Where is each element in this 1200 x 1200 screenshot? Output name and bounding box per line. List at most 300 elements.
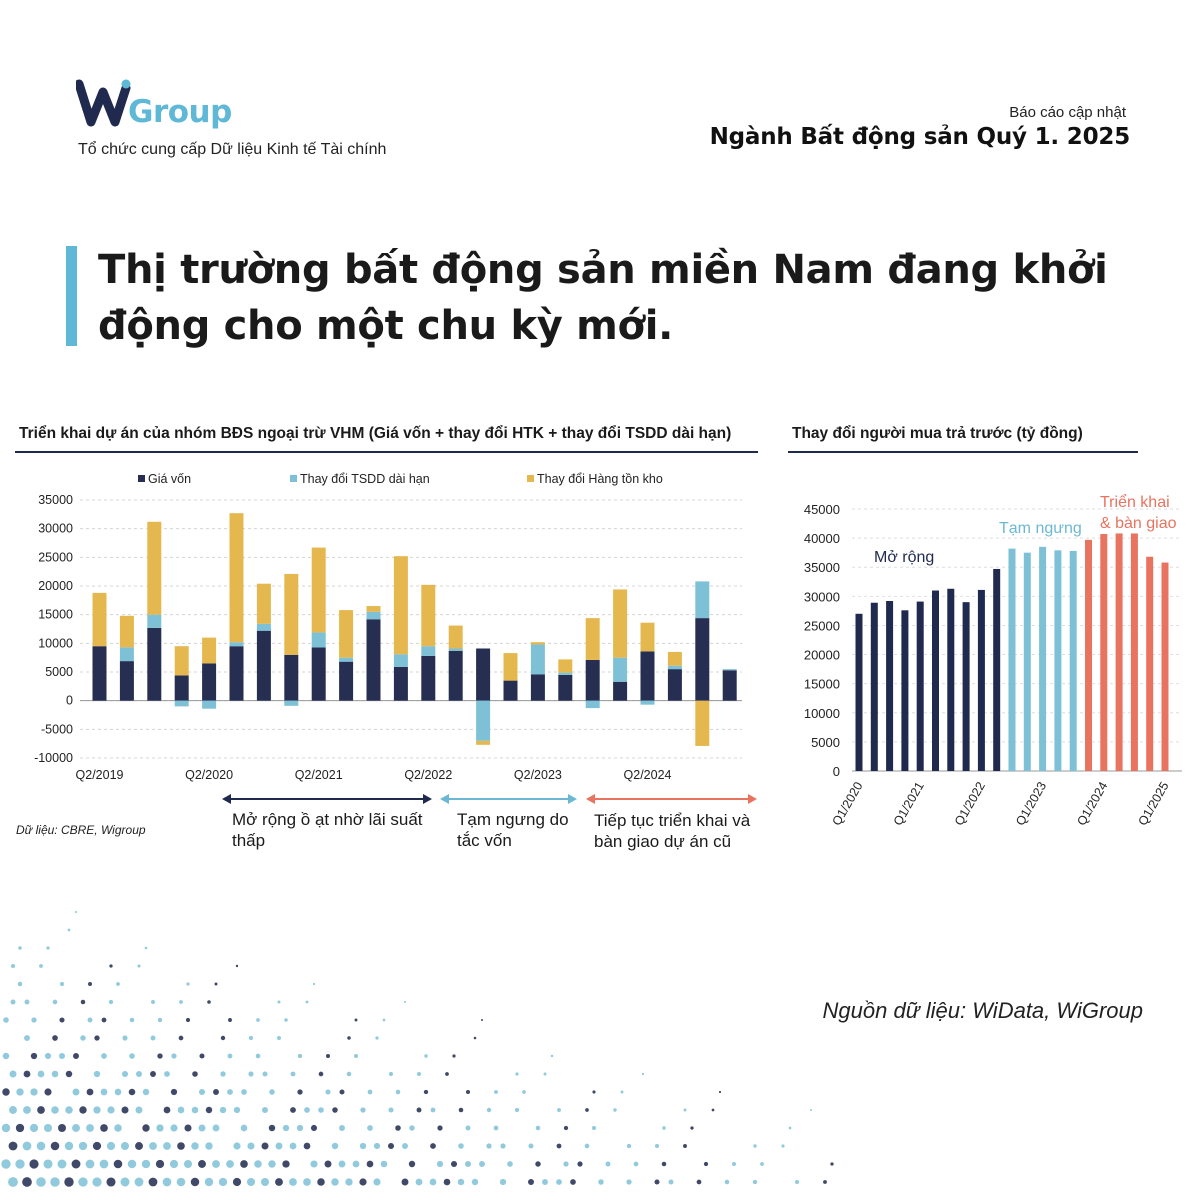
decorative-dot [177, 1178, 186, 1187]
decorative-dot [823, 1180, 827, 1184]
bar [1100, 534, 1107, 771]
decorative-dot [551, 1055, 553, 1057]
decorative-dot [282, 1160, 289, 1167]
bar-segment [695, 618, 709, 701]
decorative-dot [192, 1107, 199, 1114]
decorative-dot [642, 1073, 644, 1075]
decorative-dot [233, 1142, 240, 1149]
decorative-dot [114, 1124, 122, 1132]
decorative-dot [690, 1126, 693, 1129]
bar [901, 610, 908, 771]
report-title: Ngành Bất động sản Quý 1. 2025 [709, 124, 1130, 150]
decorative-dot [395, 1125, 401, 1131]
decorative-dot [18, 982, 22, 986]
decorative-dot [585, 1108, 589, 1112]
decorative-dot [73, 1089, 80, 1096]
left-chart-source: Dữ liệu: CBRE, Wigroup [16, 823, 146, 837]
decorative-dot [424, 1090, 428, 1094]
decorative-dot [458, 1179, 465, 1186]
decorative-dot [417, 1108, 422, 1113]
bar-segment [586, 701, 600, 708]
decorative-dot [430, 1179, 437, 1186]
x-tick-label: Q1/2023 [1013, 779, 1050, 829]
y-tick-label: 35000 [803, 560, 840, 576]
decorative-dot [522, 1090, 526, 1094]
bar-segment [695, 701, 709, 746]
decorative-dot [458, 1143, 464, 1149]
bar-segment [723, 669, 737, 670]
left-chart-rule [15, 451, 758, 453]
bar-segment [558, 659, 572, 672]
decorative-dot [613, 1108, 616, 1111]
decorative-dot [86, 1160, 95, 1169]
phase-arrow-head-right [568, 794, 577, 804]
bar [1162, 563, 1169, 771]
decorative-dot [177, 1142, 185, 1150]
decorative-dot [101, 1089, 108, 1096]
decorative-dot [136, 1107, 143, 1114]
bar-segment [147, 522, 161, 615]
decorative-dot [121, 1142, 129, 1150]
bar-segment [531, 674, 545, 700]
decorative-dot [221, 1036, 225, 1040]
decorative-dot [219, 1178, 227, 1186]
bar [1054, 550, 1061, 771]
decorative-dot [662, 1162, 667, 1167]
decorative-dot [212, 1160, 220, 1168]
decorative-dot [79, 1106, 86, 1113]
right-bar-chart [790, 466, 1200, 836]
decorative-dot [500, 1179, 506, 1185]
decorative-dot [150, 1071, 156, 1077]
bar-segment [230, 642, 244, 646]
decorative-dot [60, 982, 64, 986]
decorative-dot [163, 1178, 172, 1187]
decorative-dot [753, 1144, 756, 1147]
legend-swatch [290, 475, 297, 482]
bar [947, 589, 954, 771]
bar-segment [476, 741, 490, 745]
bar-segment [339, 658, 353, 662]
decorative-dot [500, 1143, 505, 1148]
bar [856, 614, 863, 771]
decorative-dot [354, 1054, 358, 1058]
decorative-dot [486, 1143, 491, 1148]
decorative-dot [116, 982, 120, 986]
decorative-dot [247, 1178, 255, 1186]
decorative-dot [830, 1162, 833, 1165]
decorative-dot [732, 1162, 736, 1166]
decorative-dot [122, 1071, 128, 1077]
bar-segment [93, 646, 107, 700]
decorative-dot [51, 1142, 60, 1151]
decorative-dot [121, 1178, 130, 1187]
decorative-dot [291, 1072, 296, 1077]
decorative-dot [283, 1125, 289, 1131]
decorative-dot [73, 1053, 79, 1059]
decorative-dot [151, 1036, 156, 1041]
decorative-dot [570, 1179, 576, 1185]
decorative-dot [268, 1160, 275, 1167]
decorative-dot [135, 1178, 144, 1187]
decorative-dot [254, 1160, 262, 1168]
x-tick-label: Q2/2021 [294, 768, 343, 782]
decorative-dot [304, 1143, 311, 1150]
decorative-dot [30, 1088, 37, 1095]
decorative-dot [684, 1109, 687, 1112]
decorative-dot [725, 1180, 730, 1185]
decorative-dot [474, 1037, 477, 1040]
decorative-dot [430, 1143, 436, 1149]
decorative-dot [220, 1071, 225, 1076]
decorative-dot [109, 964, 112, 967]
bar-segment [586, 618, 600, 660]
decorative-dot [37, 1106, 45, 1114]
decorative-dot [107, 1106, 114, 1113]
decorative-dot [683, 1144, 687, 1148]
bar-segment [202, 663, 216, 700]
decorative-dot [719, 1091, 721, 1093]
decorative-dot [136, 1071, 142, 1077]
decorative-dot [29, 1159, 38, 1168]
decorative-dot [23, 1142, 32, 1151]
decorative-dot [94, 1071, 100, 1077]
decorative-dot [795, 1180, 799, 1184]
headline-line-2: động cho một chu kỳ mới. [98, 303, 674, 349]
decorative-dot [100, 1160, 109, 1169]
decorative-dot [186, 1018, 190, 1022]
decorative-dot [46, 946, 49, 949]
decorative-dot-pattern [0, 870, 1200, 1200]
decorative-dot [58, 1160, 67, 1169]
decorative-dot [94, 1035, 99, 1040]
decorative-dot [15, 1159, 24, 1168]
bar-segment [147, 628, 161, 701]
decorative-dot [311, 1125, 317, 1131]
decorative-dot [214, 982, 217, 985]
decorative-dot [353, 1161, 360, 1168]
annotation-pause: Tạm ngưng [999, 520, 1082, 537]
decorative-dot [241, 1089, 247, 1095]
decorative-dot [367, 1161, 374, 1168]
bar-segment [421, 656, 435, 701]
decorative-dot [68, 929, 71, 932]
bar-segment [257, 631, 271, 701]
decorative-dot [577, 1161, 582, 1166]
decorative-dot [121, 1106, 128, 1113]
decorative-dot [163, 1142, 171, 1150]
decorative-dot [171, 1089, 177, 1095]
decorative-dot [86, 1124, 94, 1132]
decorative-dot [164, 1107, 171, 1114]
bar [1116, 533, 1123, 771]
bar-segment [257, 584, 271, 624]
y-tick-label: 15000 [38, 607, 73, 622]
decorative-dot [11, 964, 15, 968]
decorative-dot [137, 964, 140, 967]
y-tick-label: 20000 [803, 647, 840, 663]
decorative-dot [226, 1160, 234, 1168]
decorative-dot [262, 1107, 268, 1113]
decorative-dot [451, 1161, 457, 1167]
annotation-deploy: Triển khai [1100, 494, 1170, 511]
bar-segment [668, 652, 682, 666]
bar-segment [613, 589, 627, 657]
bar-segment [284, 701, 298, 706]
bar [871, 603, 878, 771]
decorative-dot [606, 1162, 611, 1167]
decorative-dot [557, 1108, 561, 1112]
left-chart-title: Triển khai dự án của nhóm BĐS ngoại trừ VHM (Giá vốn + thay đổi HTK + thay đổi TSDD dài hạn) [19, 425, 732, 442]
y-tick-label: 5000 [811, 734, 840, 750]
bar [993, 569, 1000, 771]
decorative-dot [297, 1125, 303, 1131]
decorative-dot [277, 1036, 281, 1040]
decorative-dot [178, 1107, 185, 1114]
bar [978, 590, 985, 771]
decorative-dot [66, 1071, 73, 1078]
decorative-dot [445, 1072, 449, 1076]
bar-segment [421, 646, 435, 656]
decorative-dot [528, 1143, 533, 1148]
decorative-dot [199, 1053, 204, 1058]
bar-segment [641, 701, 655, 705]
decorative-dot [213, 1089, 219, 1095]
decorative-dot [145, 947, 148, 950]
decorative-dot [236, 965, 238, 967]
phase-expansion-line-1: Mở rộng ồ ạt nhờ lãi suất [232, 810, 423, 829]
y-tick-label: 35000 [38, 493, 73, 507]
decorative-dot [317, 1178, 325, 1186]
decorative-dot [318, 1107, 324, 1113]
bar-segment [394, 667, 408, 701]
bar-segment [367, 619, 381, 700]
decorative-dot [396, 1090, 401, 1095]
decorative-dot [507, 1161, 513, 1167]
decorative-dot [313, 983, 315, 985]
bar-segment [695, 581, 709, 618]
bar-segment [175, 646, 189, 675]
decorative-dot [319, 1072, 324, 1077]
decorative-dot [261, 1142, 268, 1149]
bar-segment [668, 666, 682, 669]
x-tick-label: Q2/2024 [623, 768, 672, 782]
decorative-dot [18, 946, 22, 950]
bar [886, 601, 893, 771]
decorative-dot [228, 1054, 233, 1059]
decorative-dot [297, 1089, 302, 1094]
decorative-dot [304, 1107, 310, 1113]
decorative-dot [191, 1142, 199, 1150]
bar-segment [613, 658, 627, 682]
decorative-dot [760, 1162, 764, 1166]
decorative-dot [289, 1178, 297, 1186]
decorative-dot [276, 1143, 283, 1150]
decorative-dot [65, 1106, 72, 1113]
decorative-dot [3, 1017, 9, 1023]
decorative-dot [59, 1017, 64, 1022]
decorative-dot [262, 1071, 267, 1076]
bar-segment [476, 648, 490, 700]
bar-segment [723, 670, 737, 700]
decorative-dot [106, 1177, 115, 1186]
decorative-dot [206, 1107, 212, 1113]
decorative-dot [10, 1071, 17, 1078]
decorative-dot [402, 1143, 408, 1149]
decorative-dot [472, 1179, 478, 1185]
decorative-dot [655, 1144, 659, 1148]
decorative-dot [198, 1160, 206, 1168]
decorative-dot [72, 1124, 80, 1132]
decorative-dot [184, 1124, 191, 1131]
bar-segment [504, 653, 518, 681]
decorative-dot [45, 1053, 51, 1059]
decorative-dot [535, 1161, 540, 1166]
x-tick-label: Q2/2020 [185, 768, 234, 782]
decorative-dot [325, 1089, 330, 1094]
decorative-dot [88, 1018, 93, 1023]
y-tick-label: -5000 [41, 722, 73, 737]
phase-expansion-line-2: thấp [232, 831, 266, 850]
legend-swatch [138, 475, 145, 482]
bar-segment [641, 651, 655, 700]
decorative-dot [128, 1160, 136, 1168]
decorative-dot [409, 1125, 414, 1130]
decorative-dot [24, 1071, 31, 1078]
decorative-dot [697, 1180, 702, 1185]
decorative-dot [444, 1179, 451, 1186]
decorative-dot [53, 1000, 58, 1005]
decorative-dot [269, 1089, 275, 1095]
bar-segment [476, 701, 490, 741]
decorative-dot [30, 1124, 38, 1132]
decorative-dot [347, 1036, 350, 1039]
decorative-dot [39, 964, 43, 968]
decorative-dot [205, 1178, 213, 1186]
decorative-dot [52, 1035, 58, 1041]
decorative-dot [249, 1036, 253, 1040]
bar-segment [531, 642, 545, 644]
decorative-dot [149, 1178, 158, 1187]
decorative-dot [8, 1177, 18, 1187]
decorative-dot [213, 1125, 220, 1132]
x-tick-label: Q2/2023 [513, 768, 562, 782]
phase-resume-line-1: Tiếp tục triển khai và [594, 811, 751, 830]
bar-segment [504, 681, 518, 701]
bar-segment [312, 647, 326, 700]
bar-segment [339, 610, 353, 658]
decorative-dot [542, 1179, 548, 1185]
decorative-dot [75, 911, 77, 913]
decorative-dot [466, 1090, 470, 1094]
bar-segment [641, 623, 655, 652]
bar-segment [230, 646, 244, 700]
decorative-dot [290, 1143, 297, 1150]
decorative-dot [789, 1127, 792, 1130]
bar-segment [284, 574, 298, 655]
bar-segment [147, 615, 161, 628]
decorative-dot [80, 1035, 85, 1040]
bar-segment [367, 606, 381, 612]
decorative-dot [662, 1126, 666, 1130]
right-chart-title: Thay đổi người mua trả trước (tỷ đồng) [792, 425, 1083, 442]
decorative-dot [360, 1143, 366, 1149]
decorative-dot [36, 1177, 46, 1187]
decorative-dot [367, 1125, 373, 1131]
decorative-dot [669, 1180, 674, 1185]
decorative-dot [481, 1019, 483, 1021]
y-tick-label: 20000 [38, 579, 73, 593]
decorative-dot [78, 1177, 87, 1186]
decorative-dot [52, 1071, 59, 1078]
decorative-dot [494, 1126, 499, 1131]
decorative-dot [324, 1160, 331, 1167]
decorative-dot [290, 1107, 296, 1113]
decorative-dot [170, 1160, 178, 1168]
decorative-dot [277, 1000, 280, 1003]
bar-segment [257, 624, 271, 631]
bar-segment [449, 648, 463, 650]
decorative-dot [100, 1124, 108, 1132]
decorative-dot [424, 1054, 427, 1057]
decorative-dot [269, 1125, 275, 1131]
decorative-dot [130, 1018, 135, 1023]
decorative-dot [87, 1089, 94, 1096]
decorative-dot [16, 1124, 24, 1132]
phase-arrow-head-right [748, 794, 757, 804]
decorative-dot [122, 1035, 127, 1040]
x-tick-label: Q2/2022 [404, 768, 453, 782]
y-tick-label: 5000 [45, 665, 73, 679]
decorative-dot [234, 1107, 240, 1113]
decorative-dot [383, 1019, 386, 1022]
decorative-dot [598, 1179, 603, 1184]
decorative-dot [107, 1142, 115, 1150]
decorative-dot [9, 1142, 18, 1151]
legend-label: Giá vốn [148, 472, 192, 486]
decorative-dot [171, 1053, 176, 1058]
page-headline [98, 242, 1158, 354]
y-tick-label: 45000 [803, 502, 840, 517]
decorative-dot [109, 1000, 113, 1004]
y-tick-label: 25000 [38, 550, 73, 565]
decorative-dot [753, 1180, 757, 1184]
report-kicker: Báo cáo cập nhật [1009, 104, 1126, 121]
decorative-dot [158, 1018, 162, 1022]
bar-segment [449, 626, 463, 649]
bar-segment [202, 701, 216, 709]
decorative-dot [536, 1126, 541, 1131]
decorative-dot [44, 1088, 51, 1095]
x-tick-label: Q2/2019 [75, 768, 124, 782]
decorative-dot [368, 1090, 373, 1095]
annotation-expansion: Mở rộng [874, 549, 935, 566]
decorative-dot [44, 1124, 52, 1132]
decorative-dot [43, 1159, 52, 1168]
y-tick-label: 10000 [803, 705, 840, 721]
decorative-dot [22, 1177, 32, 1187]
bar [932, 591, 939, 771]
decorative-dot [389, 1072, 393, 1076]
decorative-dot [199, 1089, 205, 1095]
phase-label-pause [457, 809, 587, 851]
decorative-dot [170, 1124, 177, 1131]
decorative-dot [115, 1089, 122, 1096]
decorative-dot [233, 1178, 241, 1186]
bar [1070, 551, 1077, 771]
decorative-dot [156, 1160, 164, 1168]
decorative-dot [248, 1071, 253, 1076]
